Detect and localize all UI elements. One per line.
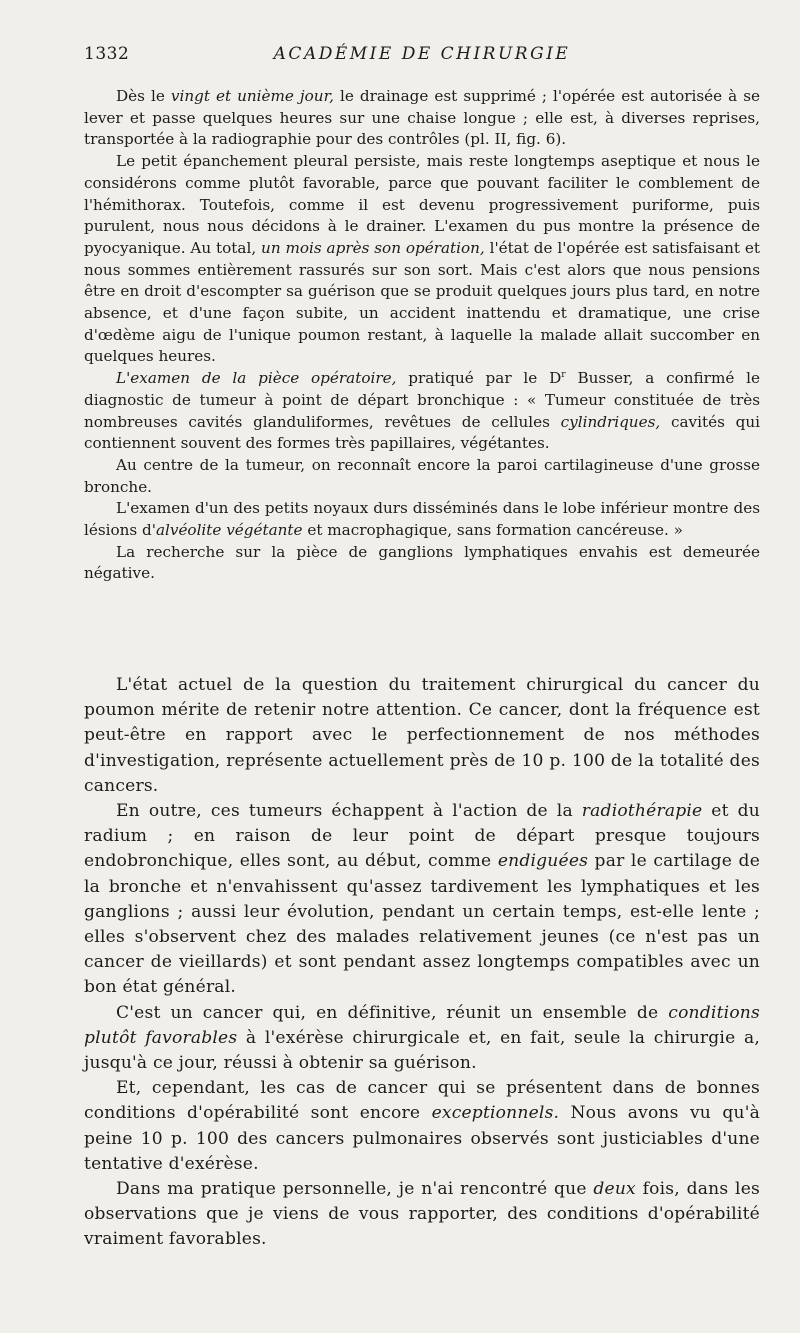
italic-text: un mois après son opération, <box>261 238 485 257</box>
paragraph <box>84 368 760 455</box>
text-span: par le cartilage de la bronche et n'envahissent qu'assez tardivement les lymphatiques et les ganglions ; aussi leur évolution, pendant un certain temps, est-elle lente ; elles s'observent chez des malades relativement jeunes (ce n'est pas un cancer de vieillards) et sont pendant assez longtemps compatibles avec un bon état général. <box>84 851 761 998</box>
text-span: Dès le <box>116 87 171 105</box>
italic-text: L'examen de la pièce opératoire, <box>116 369 397 388</box>
italic-text: deux <box>593 1179 636 1200</box>
text-span: L'examen d'un des petits noyaux durs disséminés dans le lobe inférieur montre des lésions d' <box>84 499 760 540</box>
text-span: pratiqué par le D <box>396 369 562 388</box>
text-span: l'état de l'opérée est satisfaisant et nous sommes entièrement rassurés sur son sort. Mais c'est alors que nous pensions être en droit d'escompter sa guérison que se produit quelques jours plus tard, en notre absence, et d'une façon subite, un accident inattendu et dramatique, une crise d'œdème aigu de l'unique poumon restant, à laquelle la malade allait succomber en quelques heures. <box>84 238 760 366</box>
superscript: r <box>561 370 566 381</box>
italic-text: exceptionnels. <box>431 1103 560 1124</box>
paragraph <box>84 1177 760 1253</box>
italic-text: cylindriques, <box>560 412 661 431</box>
text-span: Nous avons vu qu'à peine 10 p. 100 des cancers pulmonaires observés sont justiciables d'une tentative d'exérèse. <box>84 1103 761 1174</box>
text-span: Et, cependant, les cas de cancer qui se présentent dans de bonnes conditions d'opérabilité sont encore <box>84 1078 760 1124</box>
running-title: ACADÉMIE DE CHIRURGIE <box>273 44 571 64</box>
paragraph: La recherche sur la pièce de ganglions lymphatiques envahis est demeurée négative. <box>84 542 760 583</box>
paragraph <box>84 799 760 1001</box>
italic-text: vingt et unième jour, <box>170 87 334 105</box>
italic-text: alvéolite végétante <box>155 521 303 540</box>
page-number: 1332 <box>84 44 130 64</box>
paragraph <box>84 1076 760 1177</box>
discussion-text <box>84 673 760 1253</box>
paragraph: L'état actuel de la question du traitement chirurgical du cancer du poumon mérite de retenir notre attention. Ce cancer, dont la fréquence est peut-être en rapport avec le perfectionnement de nos méthodes d'investigation, représente actuellement près de 10 p. 100 de la totalité des cancers. <box>84 675 760 796</box>
paragraph: Au centre de la tumeur, on reconnaît encore la paroi cartilagineuse d'une grosse bronche. <box>84 455 760 496</box>
paragraph <box>84 498 760 541</box>
text-span: fois, dans les observations que je viens de vous rapporter, des conditions d'opérabilité vraiment favorables. <box>84 1179 760 1250</box>
italic-text: endiguées <box>497 851 589 872</box>
paragraph <box>84 86 760 151</box>
text-span: et du radium ; en raison de leur point de départ presque toujours endobronchique, elles sont, au début, comme <box>84 801 760 872</box>
text-span: Busser, a confirmé le diagnostic de tumeur à point de départ bronchique : « Tumeur constituée de très nombreuses cavités glanduliformes, revêtues de cellules <box>84 369 761 431</box>
text-span: Dans ma pratique personnelle, je n'ai rencontré que <box>116 1179 594 1200</box>
text-span: le drainage est supprimé ; l'opérée est autorisée à se lever et passe quelques heures sur une chaise longue ; elle est, à diverses reprises, transportée à la radiographie pour des contrôles (pl. II, fig. 6). <box>84 87 761 149</box>
italic-text: conditions plutôt favorables <box>84 1002 760 1048</box>
text-span: cavités qui contiennent souvent des formes très papillaires, végétantes. <box>84 412 760 453</box>
text-span: Le petit épanchement pleural persiste, mais reste longtemps aseptique et nous le considérons comme plutôt favorable, parce que pouvant faciliter le comblement de l'hémithorax. Toutefois, comme il est devenu progressivement puriforme, puis purulent, nous nous décidons à le drainer. L'examen du pus montre la présence de pyocyanique. Au total, <box>84 152 760 257</box>
page-header <box>84 44 760 72</box>
text-span: C'est un cancer qui, en définitive, réunit un ensemble de <box>116 1002 669 1023</box>
text-span: à l'exérèse chirurgicale et, en fait, seule la chirurgie a, jusqu'à ce jour, réussi à obtenir sa guérison. <box>84 1027 760 1074</box>
paragraph <box>84 1001 760 1077</box>
italic-text: radiothérapie <box>581 801 703 822</box>
case-report-text <box>84 86 760 585</box>
text-span: En outre, ces tumeurs échappent à l'action de la <box>116 801 582 822</box>
paragraph <box>84 151 760 368</box>
text-span: et macrophagique, sans formation cancéreuse. » <box>302 521 683 540</box>
